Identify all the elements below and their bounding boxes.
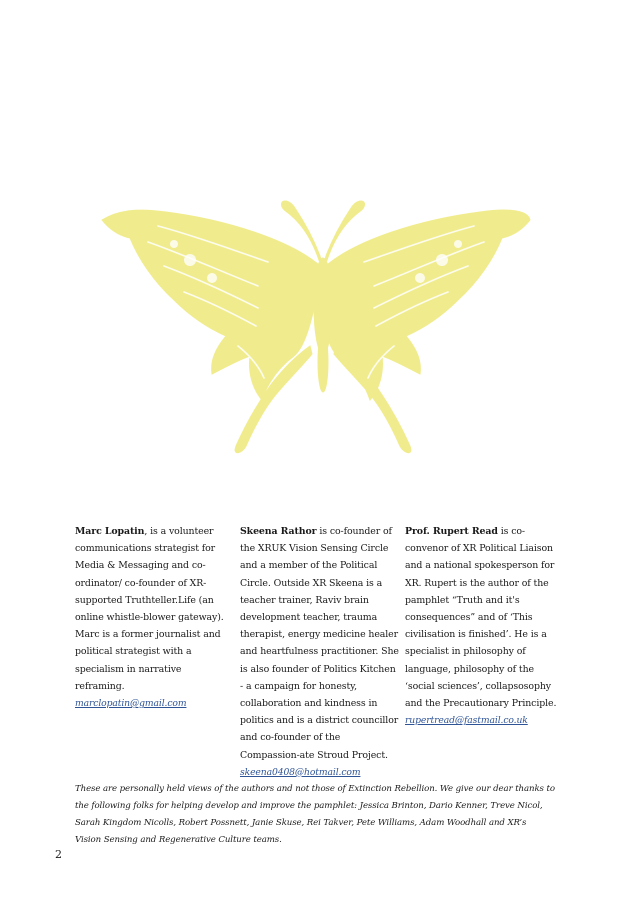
author-bio-text: is co-convenor of XR Political Liaison and a national spokesperson for XR. Rupert is the author of the pamphlet “Truth and it's consequences” and of ‘This civilisation is finished’. He is a specialist in philosophy of language, philosophy of the ‘social sciences’, collapsosophy and the Precautionary Principle.	[405, 526, 557, 710]
author-email-link[interactable]: marclopatin@gmail.com	[75, 698, 187, 710]
author-name: Marc Lopatin	[75, 526, 145, 537]
author-bio-text: is co-founder of the XRUK Vision Sensing Circle and a member of the Political Circle. Outside XR Skeena is a teacher trainer, Raviv brain development teacher, trauma therapist, energy medicine healer and heartfulness practitioner. She is also founder of Politics Kitchen - a campaign for honesty, collaboration and kindness in politics and is a district councillor and co-founder of the Compassion-ate Stroud Project.	[240, 526, 399, 761]
author-bio-rupert-read	[405, 523, 565, 729]
author-name: Skeena Rathor	[240, 526, 317, 537]
author-bio-text: , is a volunteer communications strategist for Media & Messaging and co-ordinator/ co-founder of XR-supported Truthteller.Life (an online whistle-blower gateway). Marc is a former journalist and political strategist with a specialism in narrative reframing.	[75, 526, 224, 692]
author-bio-skeena-rathor	[240, 523, 400, 781]
page-number: 2	[55, 848, 62, 861]
acknowledgements-footnote: These are personally held views of the authors and not those of Extinction Rebellion. We give our dear thanks to the following folks for helping develop and improve the pamphlet: Jessica Brinton, Dario Kenner, Treve Nicol, Sarah Kingdom Nicolls, Robert Possnett, Janie Skuse, Rei Takver, Pete Williams, Adam Woodhall and XR’s Vision Sensing and Regenerative Culture teams.	[75, 784, 555, 845]
author-email-link[interactable]: skeena0408@hotmail.com	[240, 766, 361, 778]
butterfly-illustration	[98, 196, 534, 458]
author-bio-marc-lopatin	[75, 523, 233, 712]
author-name: Prof. Rupert Read	[405, 526, 498, 537]
author-email-link[interactable]: rupertread@fastmail.co.uk	[405, 715, 528, 727]
